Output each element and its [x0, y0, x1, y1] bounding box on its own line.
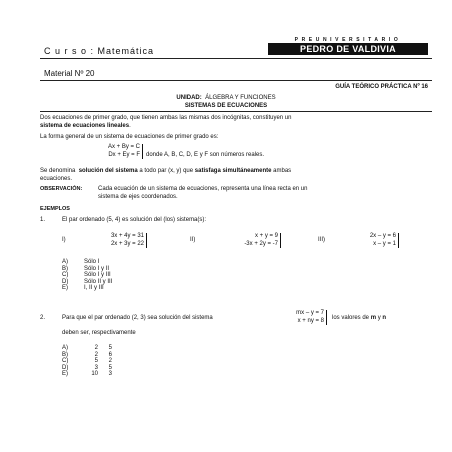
intro-term: sistema de ecuaciones lineales [40, 122, 130, 129]
equation: x + y = 9 [254, 233, 278, 239]
brand-tagline: PREUNIVERSITARIO [294, 37, 402, 43]
option-letter: B) [62, 351, 68, 358]
general-form-text: La forma general de un sistema de ecuaciones de primer grado es: [40, 134, 219, 140]
variable-n: n [382, 315, 387, 321]
option-n: 3 [108, 371, 112, 378]
equation: 2x + 3y = 22 [110, 240, 144, 247]
option-c[interactable] [62, 272, 112, 279]
general-eq1: Ax + By = C [107, 144, 140, 150]
option-letter: C) [62, 358, 69, 365]
option-text: Sólo I y III [84, 272, 111, 279]
option-letter: A) [62, 345, 68, 351]
def-text: ecuaciones. [40, 175, 73, 182]
option-letter: A) [62, 259, 68, 265]
option-n: 2 [108, 358, 112, 365]
system-bracket [146, 233, 147, 248]
option-letter: C) [62, 272, 69, 279]
equation: 2x – y = 6 [369, 233, 396, 239]
system-2 [222, 233, 278, 248]
option-letter: E) [62, 371, 68, 378]
option-text: Sólo I [84, 259, 100, 265]
option-m: 10 [91, 371, 98, 378]
equation: x + ny = 8 [297, 317, 324, 324]
observation-label: OBSERVACIÓN: [40, 186, 83, 192]
divider [40, 80, 432, 81]
question-number: 1. [40, 217, 46, 223]
system-bracket [280, 233, 281, 248]
divider [40, 58, 432, 59]
conjunction: y [377, 315, 381, 321]
obs-line: Cada ecuación de un sistema de ecuaciones, representa una línea recta en un [98, 186, 308, 192]
answer-options [62, 259, 112, 292]
material-number: Material Nº 20 [44, 69, 95, 78]
unit-label: UNIDAD: [176, 95, 202, 101]
option-b[interactable] [62, 352, 112, 359]
option-e[interactable] [62, 371, 112, 378]
solution-definition [40, 168, 435, 183]
option-a[interactable] [62, 259, 112, 266]
option-letter: B) [62, 265, 68, 272]
question-text: deben ser, respectivamente [62, 330, 136, 336]
unit-value: ÁLGEBRA Y FUNCIONES [205, 95, 276, 101]
option-letter: E) [62, 285, 68, 292]
brand-logo: PEDRO DE VALDIVIA [268, 43, 428, 55]
option-n: 5 [108, 364, 112, 371]
equation: -3x + 2y = -7 [244, 240, 278, 247]
obs-line: sistema de ejes coordenados. [98, 193, 178, 200]
option-m: 2 [94, 351, 98, 358]
def-term: satisfaga simultáneamente [194, 168, 272, 174]
def-term: solución del sistema [78, 168, 138, 174]
examples-heading: EJEMPLOS [40, 206, 70, 212]
option-m: 3 [94, 364, 98, 371]
variable-m: m [370, 315, 377, 321]
general-note: donde A, B, C, D, E y F son números reales. [146, 152, 265, 158]
option-m: 5 [94, 358, 98, 365]
option-c[interactable] [62, 358, 112, 365]
option-e[interactable] [62, 285, 112, 292]
question-text: El par ordenado (5, 4) es solución del (los) sistema(s): [62, 217, 207, 223]
def-text: Se denomina [40, 168, 76, 174]
system-label: I) [62, 237, 66, 243]
guide-title: GUÍA TEÓRICO PRÁCTICA Nº 16 [335, 84, 428, 90]
def-text: a todo par (x, y) que [139, 168, 194, 174]
equation: 3x + 4y = 31 [110, 233, 144, 239]
observation-text [98, 186, 438, 201]
option-text: I, II y III [84, 285, 104, 292]
intro-paragraph [40, 115, 432, 130]
option-letter: D) [62, 278, 69, 285]
equation: mx – y = 7 [296, 310, 324, 316]
question-text-end [332, 315, 386, 323]
unit-line [0, 95, 452, 101]
system-3 [350, 233, 396, 248]
general-system [90, 144, 140, 159]
answer-options [62, 345, 112, 378]
system-label: III) [318, 237, 325, 243]
equation: x – y = 1 [373, 240, 396, 247]
question-text: los valores de [332, 315, 370, 321]
option-text: Sólo II y III [84, 278, 113, 285]
option-m: 2 [94, 345, 98, 351]
period: . [129, 122, 131, 129]
system-1 [92, 233, 144, 248]
option-n: 5 [108, 345, 112, 351]
option-d[interactable] [62, 365, 112, 372]
option-text: Sólo I y II [84, 265, 110, 272]
option-letter: D) [62, 364, 69, 371]
question-system [278, 310, 324, 325]
option-d[interactable] [62, 279, 112, 286]
question-number: 2. [40, 315, 46, 321]
general-eq2: Dx + Ey = F [108, 151, 140, 158]
divider [40, 111, 432, 112]
system-bracket [398, 233, 399, 248]
system-bracket [142, 144, 143, 159]
option-a[interactable] [62, 345, 112, 352]
option-b[interactable] [62, 266, 112, 273]
course-label: C u r s o : Matemática [44, 46, 155, 56]
system-label: II) [190, 237, 196, 243]
question-text: Para que el par ordenado (2, 3) sea solución del sistema [62, 315, 213, 321]
section-title: SISTEMAS DE ECUACIONES [184, 103, 268, 109]
system-bracket [326, 310, 327, 325]
intro-text: Dos ecuaciones de primer grado, que tienen ambas las mismas dos incógnitas, constituyen un [40, 115, 292, 121]
option-n: 6 [108, 351, 112, 358]
def-text: ambas [273, 168, 292, 174]
